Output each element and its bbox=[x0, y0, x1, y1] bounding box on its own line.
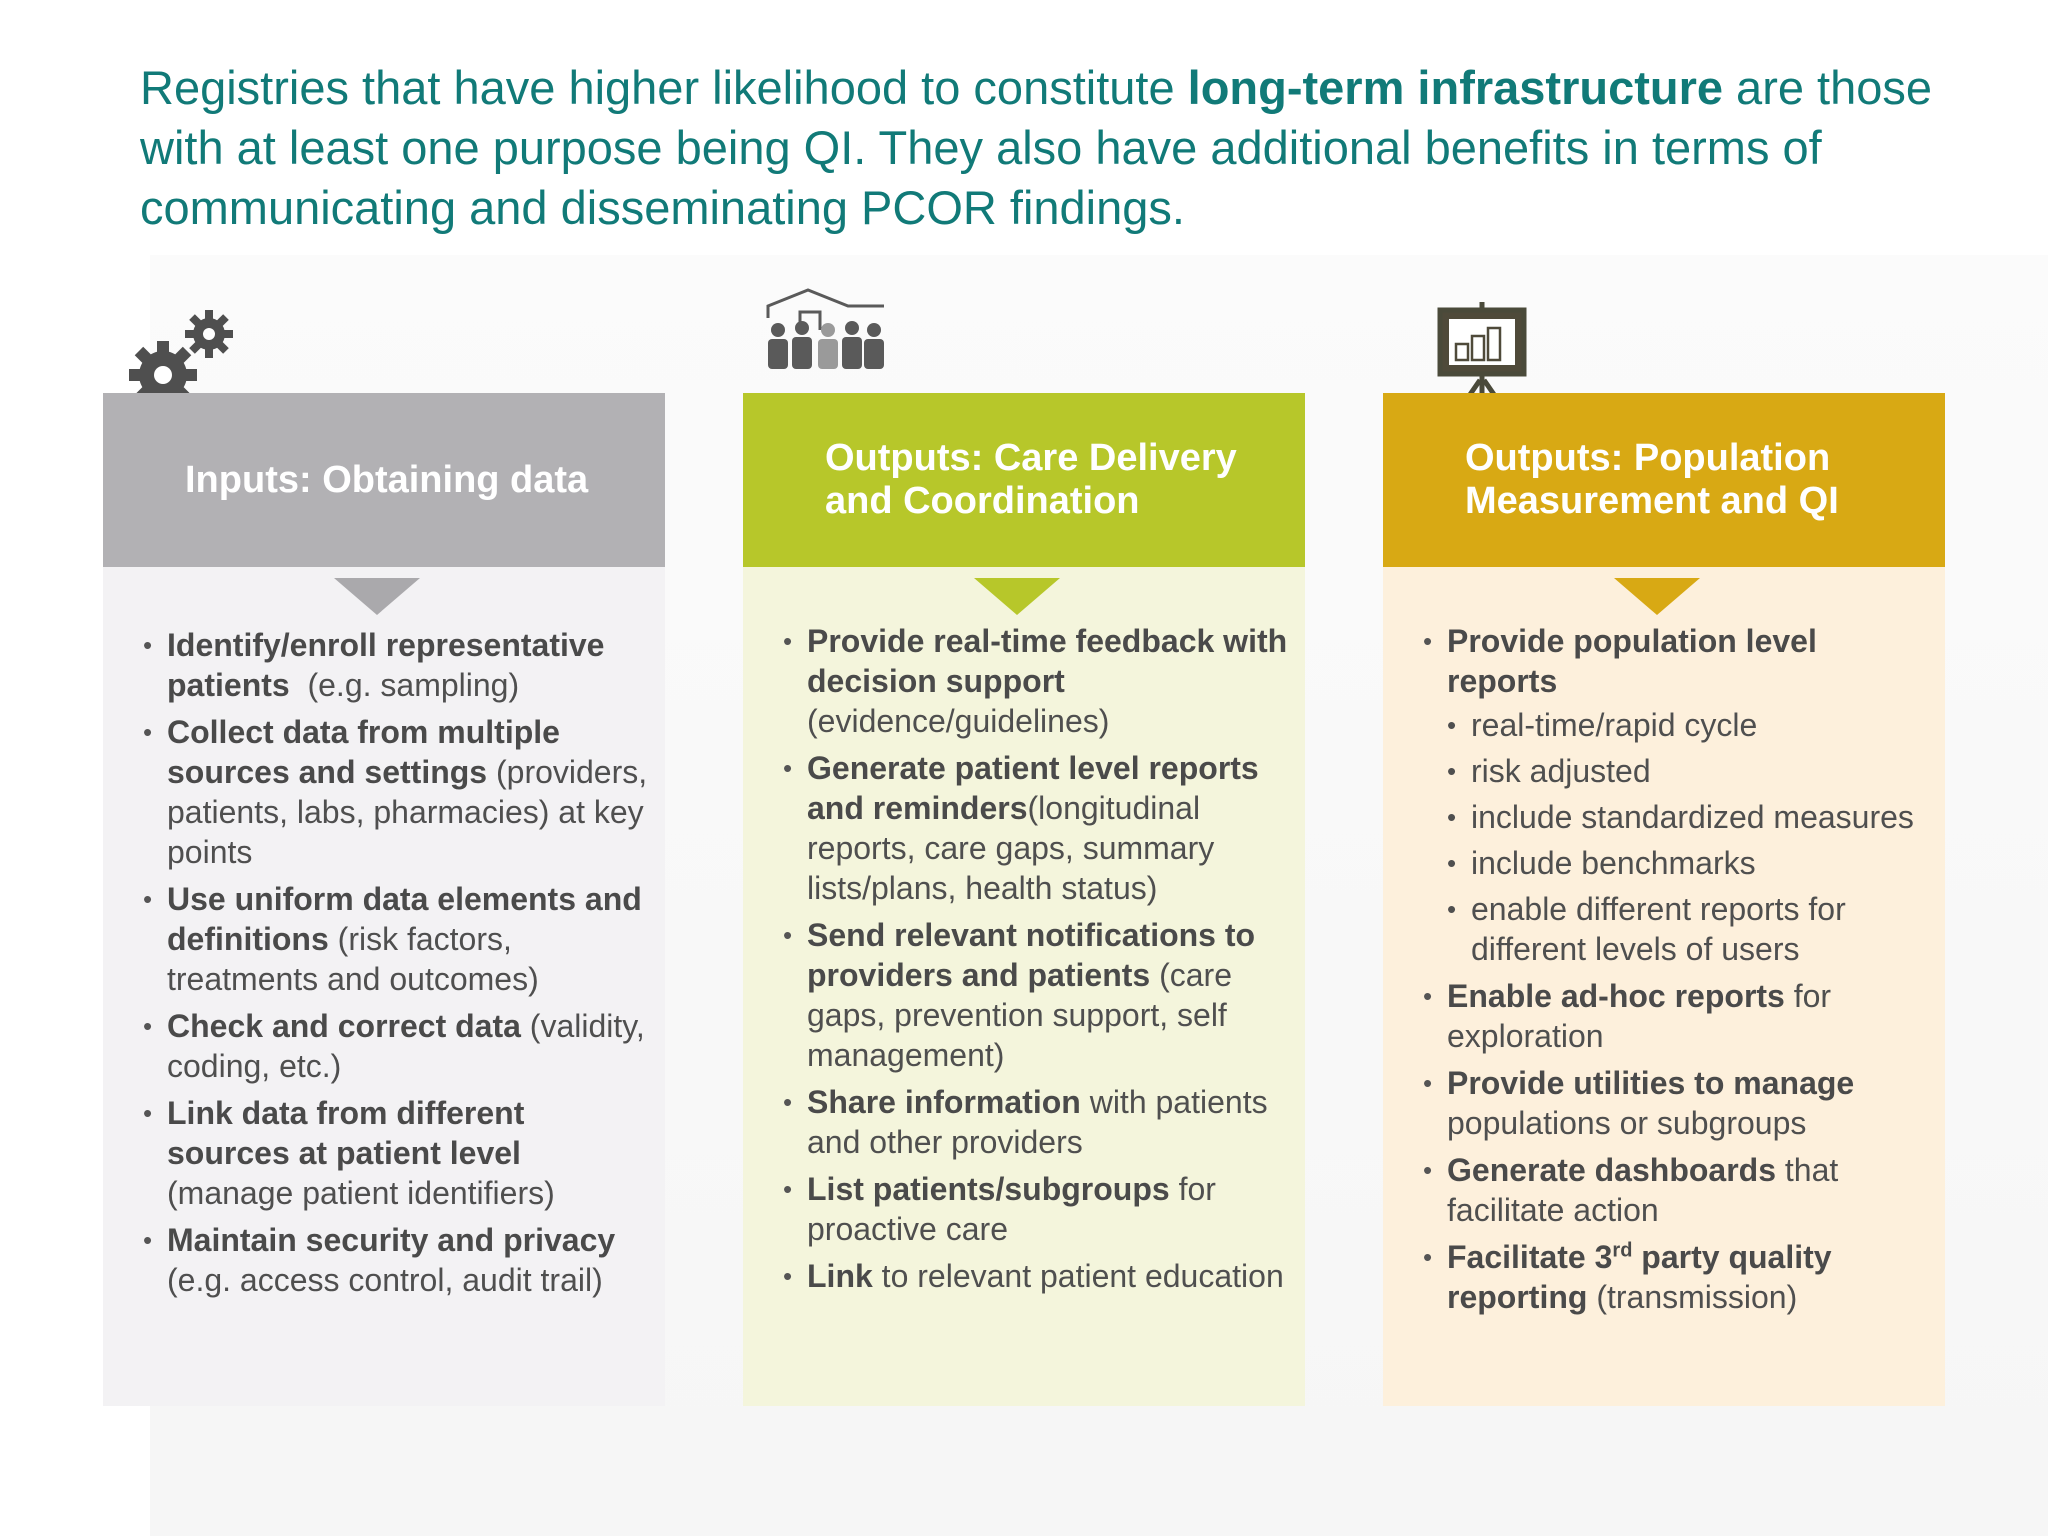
list-item: • Facilitate 3rd party quality reporting (transmission) bbox=[1423, 1237, 1933, 1317]
item-list bbox=[143, 625, 653, 1307]
list-item: • Provide real-time feedback with decision support (evidence/guidelines) bbox=[783, 621, 1293, 741]
column-header: Inputs: Obtaining data bbox=[103, 393, 665, 567]
meeting-icon bbox=[762, 286, 890, 378]
column-header: Outputs: Population Measurement and QI bbox=[1383, 393, 1945, 567]
sub-list-item: • real-time/rapid cycle bbox=[1447, 705, 1933, 745]
list-item: • Check and correct data (validity, coding, etc.) bbox=[143, 1006, 653, 1086]
list-item: • Share information with patients and other providers bbox=[783, 1082, 1293, 1162]
sub-list-item: • enable different reports for different levels of users bbox=[1447, 889, 1933, 969]
sub-list bbox=[1447, 705, 1933, 969]
list-item: • Link data from different sources at patient level (manage patient identifiers) bbox=[143, 1093, 653, 1213]
list-item: • Collect data from multiple sources and settings (providers, patients, labs, pharmacies) at key points bbox=[143, 712, 653, 872]
care-delivery-column bbox=[743, 393, 1305, 1406]
list-item: • Provide population level reports • real-time/rapid cycle • risk adjusted • include standardized measures • include benchmarks • enable different reports for different levels of users bbox=[1423, 621, 1933, 969]
inputs-column bbox=[103, 393, 665, 1406]
item-list bbox=[783, 621, 1293, 1303]
column-header: Outputs: Care Delivery and Coordination bbox=[743, 393, 1305, 567]
down-arrow-icon bbox=[1614, 578, 1700, 615]
sub-list-item: • include standardized measures bbox=[1447, 797, 1933, 837]
list-item: • Provide utilities to manage populations or subgroups bbox=[1423, 1063, 1933, 1143]
list-item: • Generate dashboards that facilitate action bbox=[1423, 1150, 1933, 1230]
sub-list-item: • include benchmarks bbox=[1447, 843, 1933, 883]
population-measurement-column bbox=[1383, 393, 1945, 1406]
list-item: • Use uniform data elements and definitions (risk factors, treatments and outcomes) bbox=[143, 879, 653, 999]
headline: Registries that have higher likelihood to constitute long-term infrastructure are those with at least one purpose being QI. They also have additional benefits in terms of communicating and disseminating PCOR findings. bbox=[140, 61, 1933, 234]
list-item: • Identify/enroll representative patients (e.g. sampling) bbox=[143, 625, 653, 705]
sub-list-item: • risk adjusted bbox=[1447, 751, 1933, 791]
list-item: • Enable ad-hoc reports for exploration bbox=[1423, 976, 1933, 1056]
list-item: • List patients/subgroups for proactive care bbox=[783, 1169, 1293, 1249]
down-arrow-icon bbox=[974, 578, 1060, 615]
list-item: • Maintain security and privacy (e.g. access control, audit trail) bbox=[143, 1220, 653, 1300]
list-item: • Link to relevant patient education bbox=[783, 1256, 1293, 1296]
list-item: • Generate patient level reports and reminders(longitudinal reports, care gaps, summary lists/plans, health status) bbox=[783, 748, 1293, 908]
list-item: • Send relevant notifications to providers and patients (care gaps, prevention support, self management) bbox=[783, 915, 1293, 1075]
down-arrow-icon bbox=[334, 578, 420, 615]
item-list bbox=[1423, 621, 1933, 1324]
